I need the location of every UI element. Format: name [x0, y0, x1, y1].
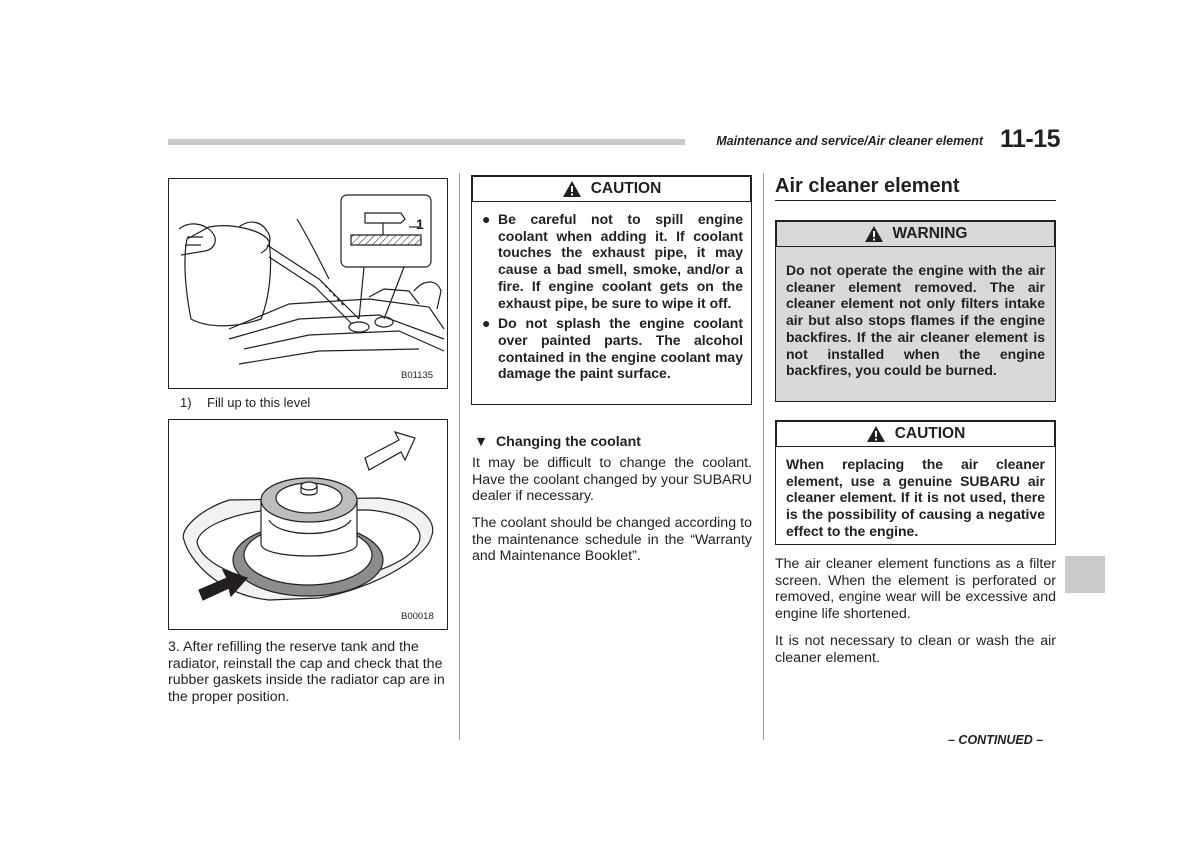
section-title-rule: [775, 200, 1056, 201]
warning-triangle-icon: [864, 225, 884, 243]
step-3-paragraph: 3. After refilling the reserve tank and the radiator, reinstall the cap and check that the rubber gaskets inside the radiator cap are in the proper position.: [168, 639, 445, 706]
figure-caption-text: Fill up to this level: [207, 395, 311, 410]
subsection-heading-text: Changing the coolant: [495, 434, 641, 450]
changing-paragraph-2: The coolant should be changed according to the maintenance schedule in the “Warranty and Maintenance Booklet”.: [472, 515, 752, 565]
triangle-marker-icon: ▼: [474, 434, 489, 450]
header-section-title: Maintenance and service/Air cleaner element: [716, 134, 983, 148]
caution-heading-text: CAUTION: [894, 425, 966, 442]
header-rule: [168, 139, 685, 145]
warning-triangle-icon: [562, 180, 582, 198]
caution-item-text: Be careful not to spill engine coolant when adding it. If coolant touches the exhaust pipe, it may cause a bad smell, smoke, and/or a fire. If engine coolant gets on the exhaust pipe, be sure to wipe it off.: [498, 211, 743, 311]
warning-heading-text: WARNING: [892, 225, 968, 242]
section-title: Air cleaner element: [775, 175, 960, 197]
changing-paragraph-1: It may be difficult to change the coolant. Have the coolant changed by your SUBARU dealer if necessary.: [472, 455, 752, 505]
figure-filling-coolant: [168, 178, 448, 389]
warning-text: Do not operate the engine with the air cleaner element removed. The air cleaner element not only filters intake air but also stops flames if the engine backfires. If the air cleaner element is not installed when the engine backfires, you could be burned.: [786, 262, 1045, 379]
caution-heading-text: CAUTION: [590, 180, 662, 197]
figure-radiator-cap: [168, 419, 448, 630]
caution-text: When replacing the air cleaner element, use a genuine SUBARU air cleaner element. If it is not used, there is the possibility of causing a negative effect to the engine.: [786, 456, 1045, 539]
warning-box: [775, 220, 1056, 402]
caution-heading: [472, 176, 751, 202]
column-divider-left: [459, 173, 460, 740]
figure-code: B00018: [401, 611, 434, 622]
continued-footer: – CONTINUED –: [948, 733, 1044, 747]
air-cleaner-paragraph-1: The air cleaner element functions as a filter screen. When the element is perforated or removed, engine wear will be excessive and engine life shortened.: [775, 556, 1056, 623]
caution-list: [472, 202, 751, 382]
caution-item: [476, 315, 743, 382]
warning-triangle-icon: [866, 425, 886, 443]
page-number: 11-15: [1000, 125, 1061, 153]
subsection-heading: [474, 434, 641, 450]
caution-item: [476, 211, 743, 311]
bullet-icon: ●: [482, 315, 491, 332]
caution-heading: [776, 421, 1055, 447]
figure-callout-1: 1: [416, 216, 424, 232]
air-cleaner-paragraph-2: It is not necessary to clean or wash the air cleaner element.: [775, 633, 1056, 666]
warning-heading: [776, 221, 1055, 247]
caution-item-text: Do not splash the engine coolant over painted parts. The alcohol contained in the engine coolant may damage the paint surface.: [498, 315, 743, 382]
figure-code: B01135: [401, 370, 434, 381]
caution-box-coolant: [471, 175, 752, 405]
column-divider-right: [763, 173, 764, 740]
chapter-thumb-tab: [1065, 556, 1105, 593]
figure-caption-number: 1): [180, 395, 192, 410]
coolant-filling-illustration: [169, 179, 447, 388]
caution-box-air-cleaner: [775, 420, 1056, 545]
radiator-cap-illustration: [169, 420, 447, 629]
bullet-icon: ●: [482, 211, 491, 227]
